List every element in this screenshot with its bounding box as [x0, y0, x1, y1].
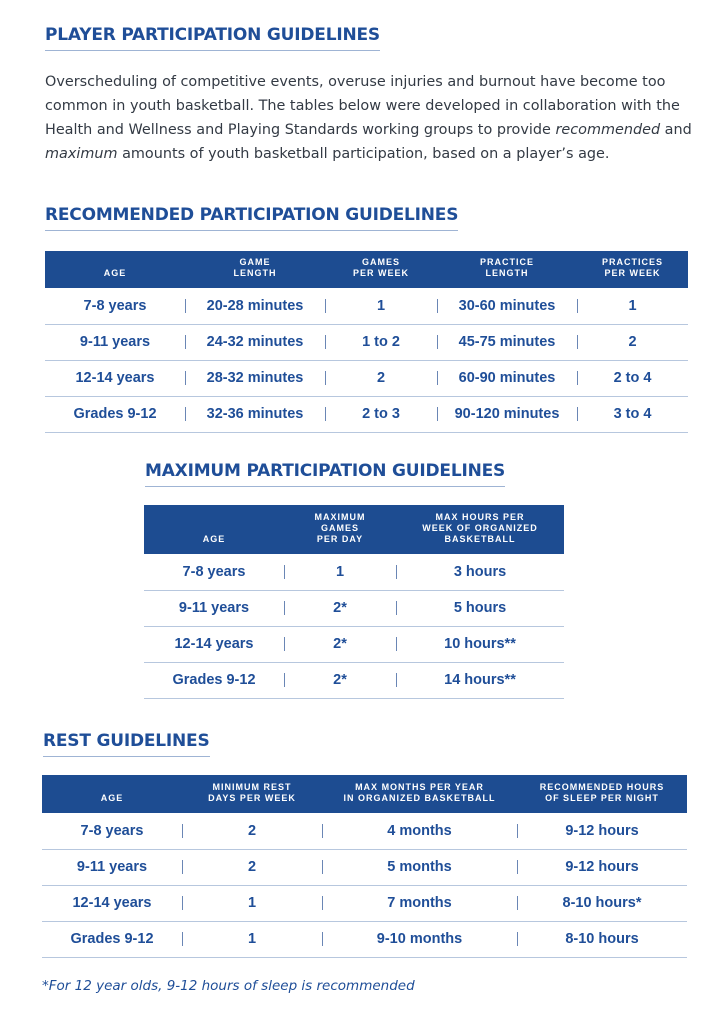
value-cell: 2*	[284, 590, 396, 626]
value-cell: 2*	[284, 626, 396, 662]
table-row	[144, 626, 564, 662]
column-header-line: PER DAY	[316, 534, 364, 544]
value-cell: 3 hours	[396, 554, 564, 590]
column-header-line: MAXIMUM	[314, 512, 366, 522]
value-cell: 4 months	[322, 813, 517, 849]
value-cell: 1 to 2	[325, 324, 437, 360]
recommended-title: RECOMMENDED PARTICIPATION GUIDELINES	[45, 204, 458, 231]
value-cell: 5 hours	[396, 590, 564, 626]
column-header-line: AGE	[100, 793, 124, 803]
participation-title: PLAYER PARTICIPATION GUIDELINES	[45, 24, 380, 51]
column-header-line: MAX MONTHS PER YEAR	[355, 782, 484, 792]
value-cell: 2	[577, 324, 688, 360]
value-cell: 2 to 4	[577, 360, 688, 396]
column-header-line: PER WEEK	[604, 268, 661, 278]
column-header-line: AGE	[202, 534, 226, 544]
age-cell: 9-11 years	[144, 590, 284, 626]
column-header-line: GAMES	[361, 257, 400, 267]
maximum-table	[144, 505, 564, 699]
age-cell: 7-8 years	[42, 813, 182, 849]
column-header	[517, 775, 687, 813]
value-cell: 14 hours**	[396, 662, 564, 698]
column-header	[185, 251, 325, 288]
value-cell: 60-90 minutes	[437, 360, 577, 396]
value-cell: 2	[182, 813, 322, 849]
age-cell: Grades 9-12	[144, 662, 284, 698]
column-header-line: PRACTICES	[601, 257, 663, 267]
value-cell: 1	[182, 885, 322, 921]
column-header-line: LENGTH	[485, 268, 529, 278]
value-cell: 32-36 minutes	[185, 396, 325, 432]
value-cell: 45-75 minutes	[437, 324, 577, 360]
rest-title: REST GUIDELINES	[43, 730, 210, 757]
column-header	[144, 505, 284, 554]
column-header-line: WEEK OF ORGANIZED	[422, 523, 538, 533]
table-row	[42, 885, 687, 921]
column-header	[284, 505, 396, 554]
table-row	[144, 554, 564, 590]
table-row	[144, 590, 564, 626]
value-cell: 8-10 hours	[517, 921, 687, 957]
value-cell: 9-10 months	[322, 921, 517, 957]
value-cell: 1	[182, 921, 322, 957]
age-cell: Grades 9-12	[42, 921, 182, 957]
column-header-line: PRACTICE	[479, 257, 534, 267]
value-cell: 20-28 minutes	[185, 288, 325, 324]
age-cell: 12-14 years	[45, 360, 185, 396]
value-cell: 30-60 minutes	[437, 288, 577, 324]
rest-table	[42, 775, 687, 958]
column-header	[42, 775, 182, 813]
value-cell: 8-10 hours*	[517, 885, 687, 921]
value-cell: 2	[182, 849, 322, 885]
value-cell: 5 months	[322, 849, 517, 885]
sleep-footnote: *For 12 year olds, 9-12 hours of sleep is recommended	[42, 978, 415, 994]
value-cell: 2 to 3	[325, 396, 437, 432]
column-header-line: PER WEEK	[352, 268, 409, 278]
column-header	[182, 775, 322, 813]
column-header-line: OF SLEEP PER NIGHT	[545, 793, 659, 803]
column-header	[325, 251, 437, 288]
column-header-line: MINIMUM REST	[212, 782, 292, 792]
value-cell: 9-12 hours	[517, 813, 687, 849]
column-header-line: MAX HOURS PER	[435, 512, 525, 522]
table-row	[45, 288, 688, 324]
maximum-title: MAXIMUM PARTICIPATION GUIDELINES	[145, 460, 505, 487]
value-cell: 10 hours**	[396, 626, 564, 662]
table-row	[42, 921, 687, 957]
column-header-line: GAME	[239, 257, 271, 267]
table-row	[42, 849, 687, 885]
age-cell: 12-14 years	[144, 626, 284, 662]
column-header-line: IN ORGANIZED BASKETBALL	[343, 793, 496, 803]
column-header-line: BASKETBALL	[444, 534, 516, 544]
value-cell: 1	[325, 288, 437, 324]
column-header-line: LENGTH	[233, 268, 277, 278]
value-cell: 2*	[284, 662, 396, 698]
column-header	[45, 251, 185, 288]
value-cell: 1	[284, 554, 396, 590]
age-cell: 9-11 years	[42, 849, 182, 885]
age-cell: 7-8 years	[144, 554, 284, 590]
column-header	[437, 251, 577, 288]
table-row	[144, 662, 564, 698]
table-row	[42, 813, 687, 849]
age-cell: Grades 9-12	[45, 396, 185, 432]
age-cell: 12-14 years	[42, 885, 182, 921]
column-header	[322, 775, 517, 813]
column-header-line: GAMES	[320, 523, 359, 533]
column-header-line: AGE	[103, 268, 127, 278]
value-cell: 90-120 minutes	[437, 396, 577, 432]
column-header	[577, 251, 688, 288]
table-row	[45, 360, 688, 396]
value-cell: 3 to 4	[577, 396, 688, 432]
column-header	[396, 505, 564, 554]
column-header-line: DAYS PER WEEK	[208, 793, 296, 803]
intro-paragraph: Overscheduling of competitive events, overuse injuries and burnout have become too common in youth basketball. The tables below were developed in collaboration with the Health and Wellness and Playing Standards working groups to provide recommended and maximum amounts of youth basketball participation, based on a player’s age.	[45, 74, 692, 162]
age-cell: 9-11 years	[45, 324, 185, 360]
age-cell: 7-8 years	[45, 288, 185, 324]
value-cell: 7 months	[322, 885, 517, 921]
value-cell: 9-12 hours	[517, 849, 687, 885]
column-header-line: RECOMMENDED HOURS	[539, 782, 665, 792]
value-cell: 24-32 minutes	[185, 324, 325, 360]
recommended-table	[45, 251, 688, 433]
value-cell: 1	[577, 288, 688, 324]
table-row	[45, 324, 688, 360]
value-cell: 2	[325, 360, 437, 396]
table-row	[45, 396, 688, 432]
value-cell: 28-32 minutes	[185, 360, 325, 396]
